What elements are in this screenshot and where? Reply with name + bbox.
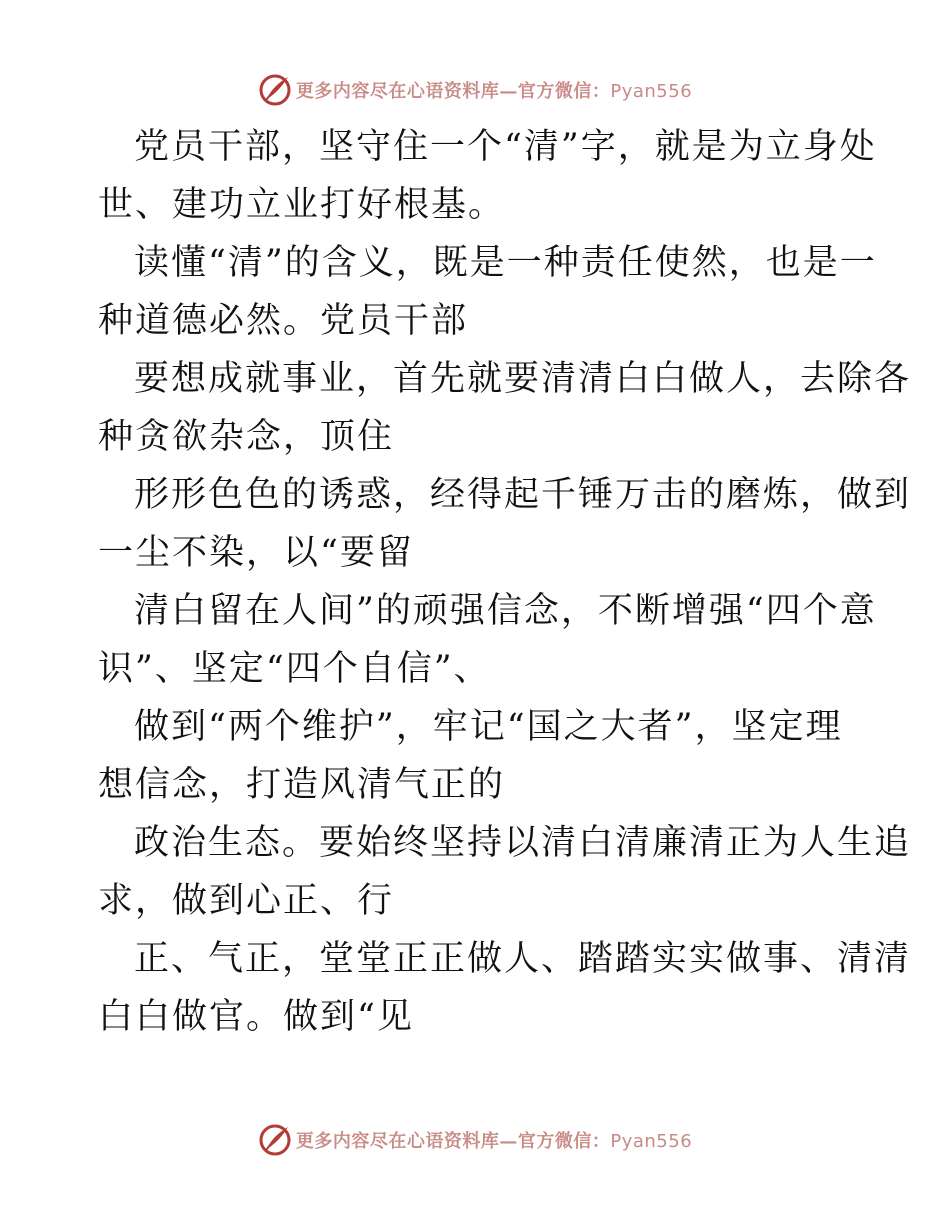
paragraph-6 [98, 698, 858, 814]
paragraph-line: 白白做官。做到“见 [98, 997, 414, 1037]
header-banner-label: 更多内容尽在心语资料库—官方微信： [295, 81, 611, 102]
paragraph-1 [98, 118, 877, 234]
feather-pen-logo-icon [258, 1123, 292, 1157]
paragraph-line: 世、建功立业打好根基。 [98, 185, 506, 225]
paragraph-7 [98, 814, 912, 930]
footer-banner [0, 1120, 950, 1160]
paragraph-line: 读懂“清”的含义，既是一种责任使然，也是一 [134, 243, 877, 283]
paragraph-line: 形形色色的诱惑，经得起千锤万击的磨炼，做到 [134, 475, 912, 515]
paragraph-line: 求，做到心正、行 [98, 881, 395, 921]
feather-pen-logo-icon [258, 73, 292, 107]
header-banner [0, 70, 950, 110]
paragraph-line: 做到“两个维护”，牢记“国之大者”，坚定理 [134, 707, 843, 747]
paragraph-line: 种道德必然。党员干部 [98, 301, 469, 341]
paragraph-2 [98, 234, 877, 350]
footer-banner-text [296, 1127, 692, 1153]
paragraph-line: 识”、坚定“四个自信”、 [98, 649, 491, 689]
footer-banner-label: 更多内容尽在心语资料库—官方微信： [295, 1131, 611, 1152]
paragraph-line: 清白留在人间”的顽强信念，不断增强“四个意 [134, 591, 877, 631]
paragraph-line: 种贪欲杂念，顶住 [98, 417, 395, 457]
paragraph-line: 党员干部，坚守住一个“清”字，就是为立身处 [134, 127, 877, 167]
paragraph-4 [98, 466, 912, 582]
paragraph-3 [98, 350, 912, 466]
header-banner-text [296, 77, 692, 103]
footer-wechat-id: Pyan556 [610, 1131, 693, 1152]
paragraph-line: 政治生态。要始终坚持以清白清廉清正为人生追 [134, 823, 912, 863]
paragraph-line: 要想成就事业，首先就要清清白白做人，去除各 [134, 359, 912, 399]
paragraph-line: 一尘不染，以“要留 [98, 533, 414, 573]
header-wechat-id: Pyan556 [610, 81, 693, 102]
document-body [98, 118, 912, 1046]
paragraph-8 [98, 930, 912, 1046]
paragraph-5 [98, 582, 877, 698]
paragraph-line: 正、气正，堂堂正正做人、踏踏实实做事、清清 [134, 939, 912, 979]
paragraph-line: 想信念，打造风清气正的 [98, 765, 506, 805]
